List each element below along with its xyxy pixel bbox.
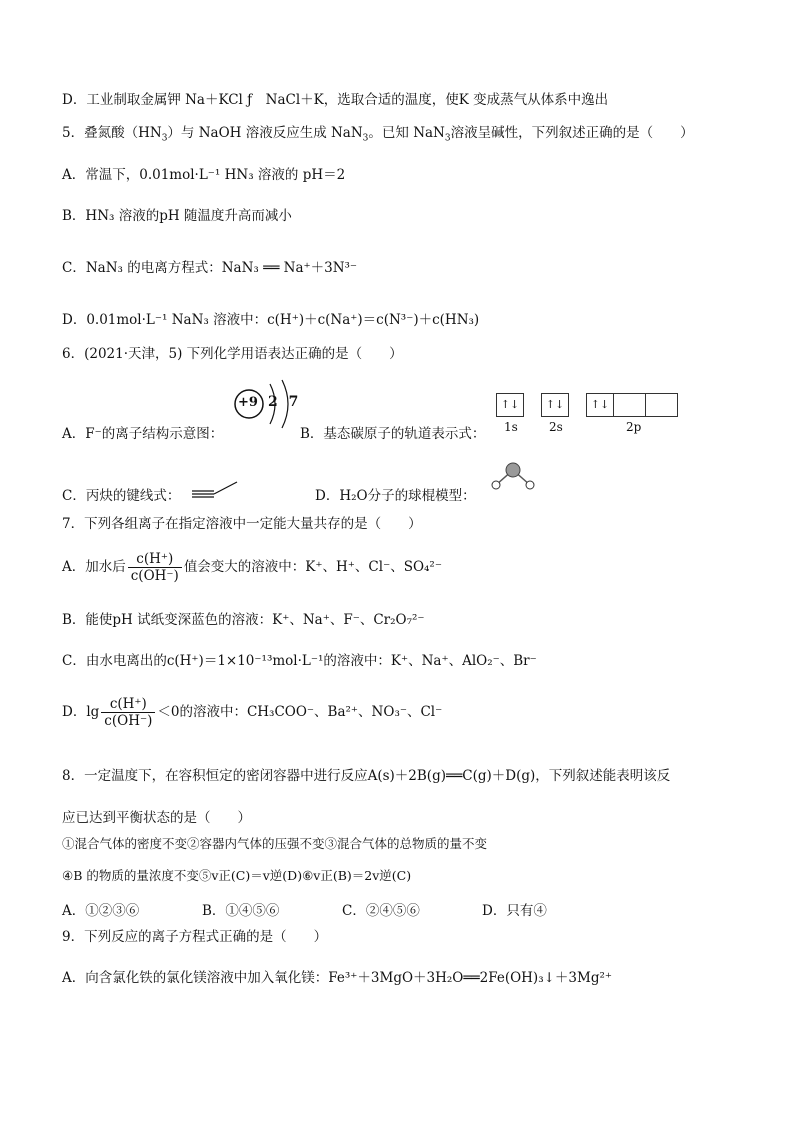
q5-stem: 5．叠氮酸$(HN_3)$与 NaOH 溶液反应生成 NaN$_3$。已知 NaN$_3$溶液呈碱性，下列叙述正确的是（ ）	[62, 125, 694, 144]
orbital-cell: ↑↓	[545, 398, 565, 411]
orbital-box-2s	[541, 393, 569, 417]
q8-option-c: C．②④⑤⑥	[342, 903, 420, 919]
q6-option-a: A．F⁻的离子结构示意图：	[62, 426, 224, 442]
q7-option-b: B．能使pH 试纸变深蓝色的溶液：K⁺、Na⁺、F⁻、Cr₂O₇²⁻	[62, 612, 425, 628]
q7-option-a: A．加水后 $\frac{c(H^+)}{c(OH^-)}$ 值会变大的溶液中：K⁺、H⁺、Cl⁻、SO₄²⁻	[62, 550, 442, 584]
q6-option-d: D．H₂O分子的球棍模型：	[315, 488, 476, 504]
fraction: $\frac{c(H^+)}{c(OH^-)}$	[128, 551, 182, 584]
orbital-box-2p	[586, 393, 678, 417]
q8-conditions-line2: ④B 的物质的量浓度不变⑤v正(C)＝v逆(D)⑥v正(B)＝2v逆(C)	[62, 868, 412, 883]
orbital-cell: ↑↓	[500, 398, 520, 411]
q5-option-d: D．0.01mol·L⁻¹ NaN₃ 溶液中：c(H⁺)＋c(Na⁺)＝c(N³⁻)＋c(HN₃)	[62, 312, 480, 328]
q8-option-d: D．只有④	[482, 903, 547, 919]
water-ball-stick-model	[486, 460, 540, 496]
q8-option-b: B．①④⑤⑥	[202, 903, 280, 919]
orbital-label-2s: 2s	[549, 420, 563, 434]
propyne-bond-line-diagram	[190, 478, 240, 506]
orbital-cell: ↑↓	[587, 394, 614, 416]
orbital-label-1s: 1s	[504, 420, 518, 434]
q7-option-c: C．由水电离出的c(H⁺)＝1×10⁻¹³mol·L⁻¹的溶液中：K⁺、Na⁺、AlO₂⁻、Br⁻	[62, 653, 537, 669]
q6-stem: 6．(2021·天津，5) 下列化学用语表达正确的是（ ）	[62, 346, 403, 362]
q6-option-c: C．丙炔的键线式：	[62, 488, 181, 504]
q8-conditions-line1: ①混合气体的密度不变②容器内气体的压强不变③混合气体的总物质的量不变	[62, 836, 488, 851]
q9-option-a: A．向含氯化铁的氯化镁溶液中加入氧化镁：Fe³⁺＋3MgO＋3H₂O══2Fe(OH)₃↓＋3Mg²⁺	[62, 970, 613, 986]
orbital-box-1s	[496, 393, 524, 417]
q8-stem-line1: 8．一定温度下，在容积恒定的密闭容器中进行反应A(s)＋2B(g)══C(g)＋D(g)，下列叙述能表明该反	[62, 768, 671, 784]
orbital-label-2p: 2p	[626, 420, 642, 434]
q8-stem-line2: 应已达到平衡状态的是（ ）	[62, 810, 251, 826]
fluoride-shell-label: 2 7	[268, 394, 302, 410]
fraction: $\frac{c(H^+)}{c(OH^-)}$	[101, 696, 155, 729]
q5-option-c: C．NaN₃ 的电离方程式：NaN₃ ══ Na⁺＋3N³⁻	[62, 260, 358, 276]
q8-option-a: A．①②③⑥	[62, 903, 140, 919]
orbital-cell-empty	[646, 394, 677, 416]
q7-stem: 7．下列各组离子在指定溶液中一定能大量共存的是（ ）	[62, 516, 422, 532]
q4-option-d: D．工业制取金属钾 Na＋KCl ƒ NaCl＋K，选取合适的温度，使K 变成蒸气从体系中逸出	[62, 92, 609, 108]
fluoride-nucleus-label: +9	[238, 395, 258, 410]
q5-option-b: B．HN₃ 溶液的pH 随温度升高而减小	[62, 208, 292, 224]
orbital-cell-empty	[614, 394, 646, 416]
q9-stem: 9．下列反应的离子方程式正确的是（ ）	[62, 929, 328, 945]
q7-option-d: D．lg $\frac{c(H^+)}{c(OH^-)}$ ＜0的溶液中：CH₃COO⁻、Ba²⁺、NO₃⁻、Cl⁻	[62, 695, 443, 729]
q5-option-a: A．常温下，0.01mol·L⁻¹ HN₃ 溶液的 pH＝2	[62, 167, 346, 183]
q6-option-b: B．基态碳原子的轨道表示式：	[300, 426, 486, 442]
fluoride-ion-diagram	[232, 376, 302, 432]
